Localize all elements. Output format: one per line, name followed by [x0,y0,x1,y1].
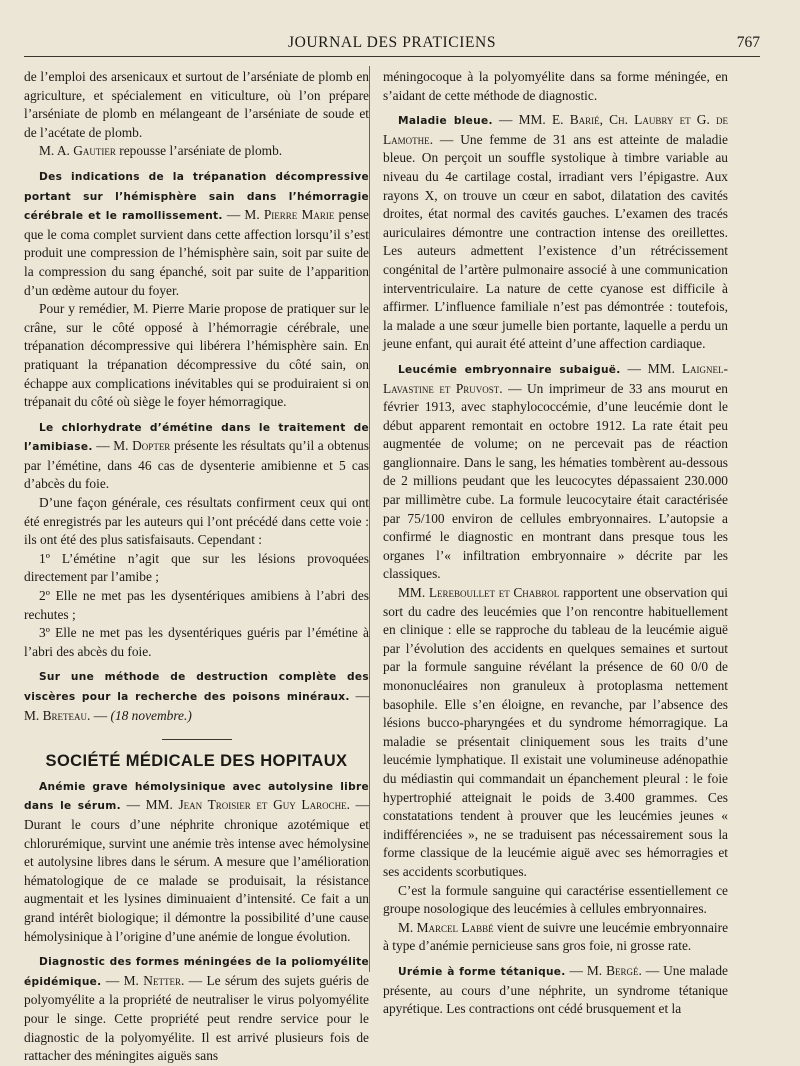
paragraph-arseniate: de l’emploi des arsenicaux et surtout de l’arséniate de plomb en agriculture, et spécialement en viticulture, où l’on prépare l’arséniate de plomb en mélangeant de l’arséniate de soude et de l’acétate de plomb. [24,69,369,140]
article-title: Diagnostic des formes méningées de la poliomyélite épidémique. [24,956,369,988]
article-dash: — M. [565,962,607,978]
paragraph-gautier [24,142,369,161]
paragraph-lereboullet [383,584,728,882]
author-name: Netter [143,972,181,988]
article-dash: — MM. [492,112,552,128]
article-dash: — M. [101,972,144,988]
author-name: Dopter [132,438,171,454]
society-heading: SOCIÉTÉ MÉDICALE DES HOPITAUX [45,752,348,771]
article-visceres [24,667,369,725]
article-trepanation [24,167,369,300]
article-poliomyelite [24,952,369,1066]
page-number: 767 [736,34,760,51]
article-dash: — M. [222,207,264,223]
author-name: Bergé [606,962,639,978]
article-title: Des indications de la trépanation décompressive portant sur l’hémisphère sain dans l’hémorragie cérébrale et le ramollissement. [24,170,369,223]
paragraph-trepanation-2: Pour y remédier, M. Pierre Marie propose de pratiquer sur le crâne, sur le côté opposé à l’hémorragie cérébrale, une trépanation décompressive qui libérera l’hémisphère sain. En pratiquant la trépanation décompressive du côté sain, on échappe aux complications inévitables qui se produiraient si on trépanait du côté où siège le foyer hémorragique. [24,301,369,410]
article-dash: — M. [92,438,133,454]
author-name: Laignel-Lavastine et Pruvost [383,360,728,396]
column-divider [369,66,370,972]
paragraph-lead: MM. [398,585,429,601]
article-text: . — Une malade présente, au cours d’une néphrite, un syndrome tétanique apyrétique. Les contractions ont cédé brusquement et la [383,962,728,1017]
article-uremie [383,962,728,1019]
article-title: Sur une méthode de destruction complète des viscères pour la recherche des poisons minéraux. [24,671,369,703]
paragraph-text: vient de suivre une leucémie embryonnaire à type d’anémie pernicieuse sans gros foie, ni grosse rate. [383,919,729,954]
author-name: Jean Troisier et Guy Laroche [178,797,347,813]
article-dash: — MM. [120,797,179,813]
article-title: Maladie bleue. [398,115,493,128]
article-title: Leucémie embryonnaire subaiguë. [398,363,621,376]
author-name: Lereboullet et Chabrol [428,585,560,601]
session-date: (18 novembre.) [110,707,192,723]
article-title: Le chlorhydrate d’émétine dans le traitement de l’amibiase. [24,421,369,454]
author-name: M. A. Gautier [39,143,116,159]
paragraph-continuation: méningocoque à la polyomyélite dans sa forme méningée, en s’aidant de cette méthode de diagnostic. [383,69,728,103]
article-maladie-bleue [383,111,728,354]
article-text: présente les résultats qu’il a obtenus par l’émétine, dans 46 cas de dysenterie amibienne et 5 cas d’abcès du foie. [24,438,369,492]
left-column [24,68,369,1066]
paragraph-lead: M. [398,919,417,935]
paragraph-text: rapportent une observation qui sort du cadre des leucémies que l’on rencontre habituellement en clinique : elle se rapproche du tableau de la leucémie aiguë par l’évolution des accidents en quelques semaines et surtout par la formule sanguine révélant la présence de 60 0/0 de mononucléaires non granuleux à protoplasma nettement basophile. Elle s’en éloigne, en revanche, par l’absence des lésions bucco-pharyngées et du syndrome hémorragique. La maladie se présentait cliniquement sous les traits d’une leucémie lymphatique. Il existait une volumineuse adénopathie du médiastin qui commandait un épanchement pleural : le foie hypertrophié atteignait le poids de 3.400 grammes. Ces constatations tendent à prouver que les leucémies jeunes « indifférenciées », ne se traduisent pas nécessairement sous la forme classique de la leucémie aiguë avec ses hémorragies et ses accidents scorbutiques. [383,585,728,879]
article-emetine [24,418,369,494]
author-name: E. Barié, Ch. Laubry et G. de Lamothe [383,112,728,147]
article-text: pense que le coma complet survient dans cette affection lorsqu’il s’est produit une compression de l’hémisphère sain, soit par suite de la compression du sang épanché, soit par suite de l’apparition d’un œdème autour du foyer. [24,207,370,298]
article-text: . — Le sérum des sujets guéris de polyomyélite a la propriété de neutraliser le virus polyomyélite pour le singe. Cette propriété peut rendre service pour le diagnostic de la polyomyélite. Il est arrivé plusieurs fois de rattacher des méningites aiguës sans [24,972,369,1064]
article-title: Anémie grave hémolysinique avec autolysine libre dans le sérum. [24,780,369,813]
running-header [24,30,760,57]
paragraph-emetine-2: D’une façon générale, ces résultats confirment ceux qui ont été enregistrés par les auteurs qui l’ont précédé dans cette voie : ils ont été des plus satisfaisauts. Cependant : [24,495,369,548]
article-leucemie [383,360,728,584]
paragraph-text: repousse l’arséniate de plomb. [115,143,283,159]
list-item: 2º Elle ne met pas les dysentériques amibiens à l’abri des rechutes ; [24,588,369,622]
author-name: Pierre Marie [263,207,335,223]
article-text: . — Une femme de 31 ans est atteinte de maladie bleue. On perçoit un souffle systolique à timbre variable au niveau du 4e cartilage costal, irradiant vers l’épigastre. Aux rayons X, on trouve un cœur en sabot, dilatation des cavités droites, état normal des cavités gauches. L’examen des tracés auriculaires démontre une contraction intense des oreillettes. Les auteurs admettent l’existence d’un rétrécissement congénital de l’artère pulmonaire associé à une communication interventriculaire. La nature de cette cyanose est difficile à affirmer. L’influence familiale n’est pas démontrée : toutefois, la malade a une sœur jumelle bien portante, laquelle a perdu un jeune enfant, qui aurait été atteint d’une affection cardiaque. [383,131,728,352]
article-anemie [24,777,369,946]
article-dash: — MM. [620,360,682,376]
paragraph-labbe [383,919,728,956]
section-divider [162,739,232,740]
right-column [383,68,728,1019]
article-text: . — Durant le cours d’une néphrite chronique azotémique et chlorurémique, survint une anémie très intense avec hémolysine et autolysine libres dans le sérum. A mesure que l’amélioration hématologique de ce malade se produisait, la résistance augmentait et les lysines diminuaient d’intensité. Ce fait a un grand intérêt biologique; il démontre la possibilité d’une cause hémolysinique à l’origine d’une anémie de longue évolution. [24,797,369,944]
article-dash: . — [87,707,111,723]
list-item: 1º L’émétine n’agit que sur les lésions provoquées directement par l’amibe ; [24,550,369,585]
journal-title: JOURNAL DES PRATICIENS [287,34,497,51]
author-name: Breteau [42,707,88,723]
paragraph-formule: C’est la formule sanguine qui caractérise essentiellement ce groupe nosologique des leucémies à cellules embryonnaires. [383,882,728,917]
article-title: Urémie à forme tétanique. [398,965,566,978]
article-text: . — Un imprimeur de 33 ans mourut en février 1913, avec staphylococcémie, d’une leucémie dont le début apparent remontait en octobre 1912. La rate était peu augmentée de volume; on ne percevait pas de réaction ganglionnaire. Dans le sang, les hématies tombèrent au-dessous de 2 millions peudant que les leucocytes dépassaient 230.000 par millimètre cube. La formule leucocytaire était caractérisée par 75/100 environ de cellules embryonnaires. L’autopsie a confirmé le diagnostic en montrant dans presque tous les organes l’« infiltration embryonnaire » décrite par les classiques. [383,380,729,582]
article-dash: — M. [24,688,369,723]
author-name: Marcel Labbé [416,919,494,935]
list-item: 3º Elle ne met pas les dysentériques guéris par l’émétine à l’abri des abcès du foie. [24,625,369,659]
